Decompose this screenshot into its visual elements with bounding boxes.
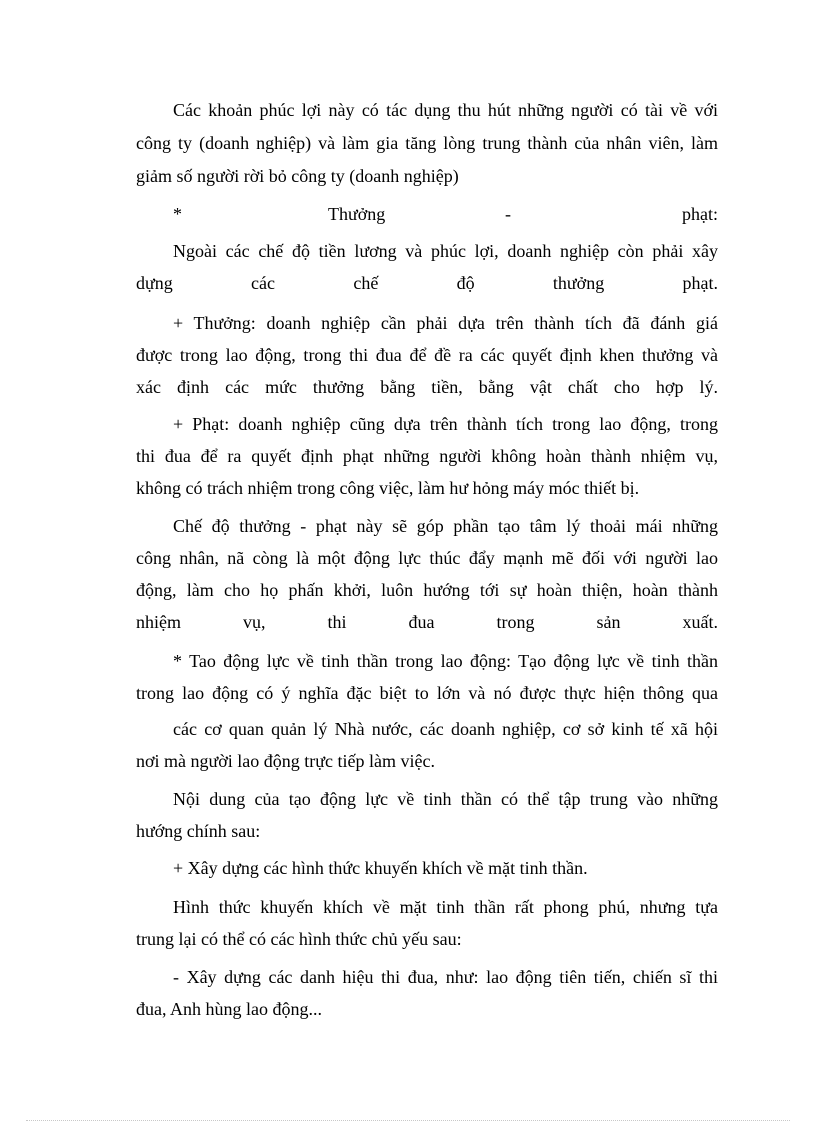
heading-word-thuong: Thưởng [328,204,386,224]
text-line-13: Chế độ thưởng - phạt này sẽ góp phần tạo tâm lý thoải mái những [173,516,718,536]
text-line-7: + Thưởng: doanh nghiệp cần phải dựa trên thành tích đã đánh giá [173,313,718,333]
text-line-10: + Phạt: doanh nghiệp cũng dựa trên thành tích trong lao động, trong [173,414,718,434]
text-line-19: các cơ quan quản lý Nhà nước, các doanh nghiệp, cơ sở kinh tế xã hội [173,719,718,739]
text-line-21: Nội dung của tạo động lực về tinh thần có thể tập trung vào những [173,789,718,809]
page-bottom-border [26,1120,790,1121]
text-line-17: * Tao động lực về tinh thần trong lao động: Tạo động lực về tinh thần [173,651,718,671]
text-line-2: công ty (doanh nghiệp) và làm gia tăng lòng trung thành của nhân viên, làm [136,133,718,153]
text-line-11: thi đua để ra quyết định phạt những người không hoàn thành nhiệm vụ, [136,446,718,466]
text-line-16: nhiệm vụ, thi đua trong sản xuất. [136,612,718,632]
text-line-25: trung lại có thể có các hình thức chủ yếu sau: [136,929,462,949]
text-line-9: xác định các mức thưởng bằng tiền, bằng vật chất cho hợp lý. [136,377,718,397]
heading-dash: - [505,204,511,224]
text-line-6: dựng các chế độ thưởng phạt. [136,273,718,293]
text-line-3: giảm số người rời bỏ công ty (doanh nghiệp) [136,166,459,186]
text-line-24: Hình thức khuyến khích về mặt tinh thần rất phong phú, nhưng tựa [173,897,718,917]
text-line-22: hướng chính sau: [136,821,261,841]
heading-bullet: * [173,204,182,224]
text-line-5: Ngoài các chế độ tiền lương và phúc lợi, doanh nghiệp còn phải xây [173,241,718,261]
text-line-1: Các khoản phúc lợi này có tác dụng thu hút những người có tài về với [173,100,718,120]
heading-word-phat: phạt: [682,204,718,224]
text-line-20: nơi mà người lao động trực tiếp làm việc. [136,751,435,771]
text-line-14: công nhân, nã còng là một động lực thúc đẩy mạnh mẽ đối với người lao [136,548,718,568]
text-line-26: - Xây dựng các danh hiệu thi đua, như: lao động tiên tiến, chiến sĩ thi [173,967,718,987]
section-heading-thuong-phat [173,203,718,225]
text-line-8: được trong lao động, trong thi đua để đề ra các quyết định khen thưởng và [136,345,718,365]
text-line-15: động, làm cho họ phấn khởi, luôn hướng tới sự hoàn thiện, hoàn thành [136,580,718,600]
text-line-18: trong lao động có ý nghĩa đặc biệt to lớn và nó được thực hiện thông qua [136,683,718,703]
text-line-27: đua, Anh hùng lao động... [136,999,322,1019]
text-line-12: không có trách nhiệm trong công việc, làm hư hỏng máy móc thiết bị. [136,478,640,498]
text-line-23: + Xây dựng các hình thức khuyến khích về mặt tinh thần. [173,858,588,878]
